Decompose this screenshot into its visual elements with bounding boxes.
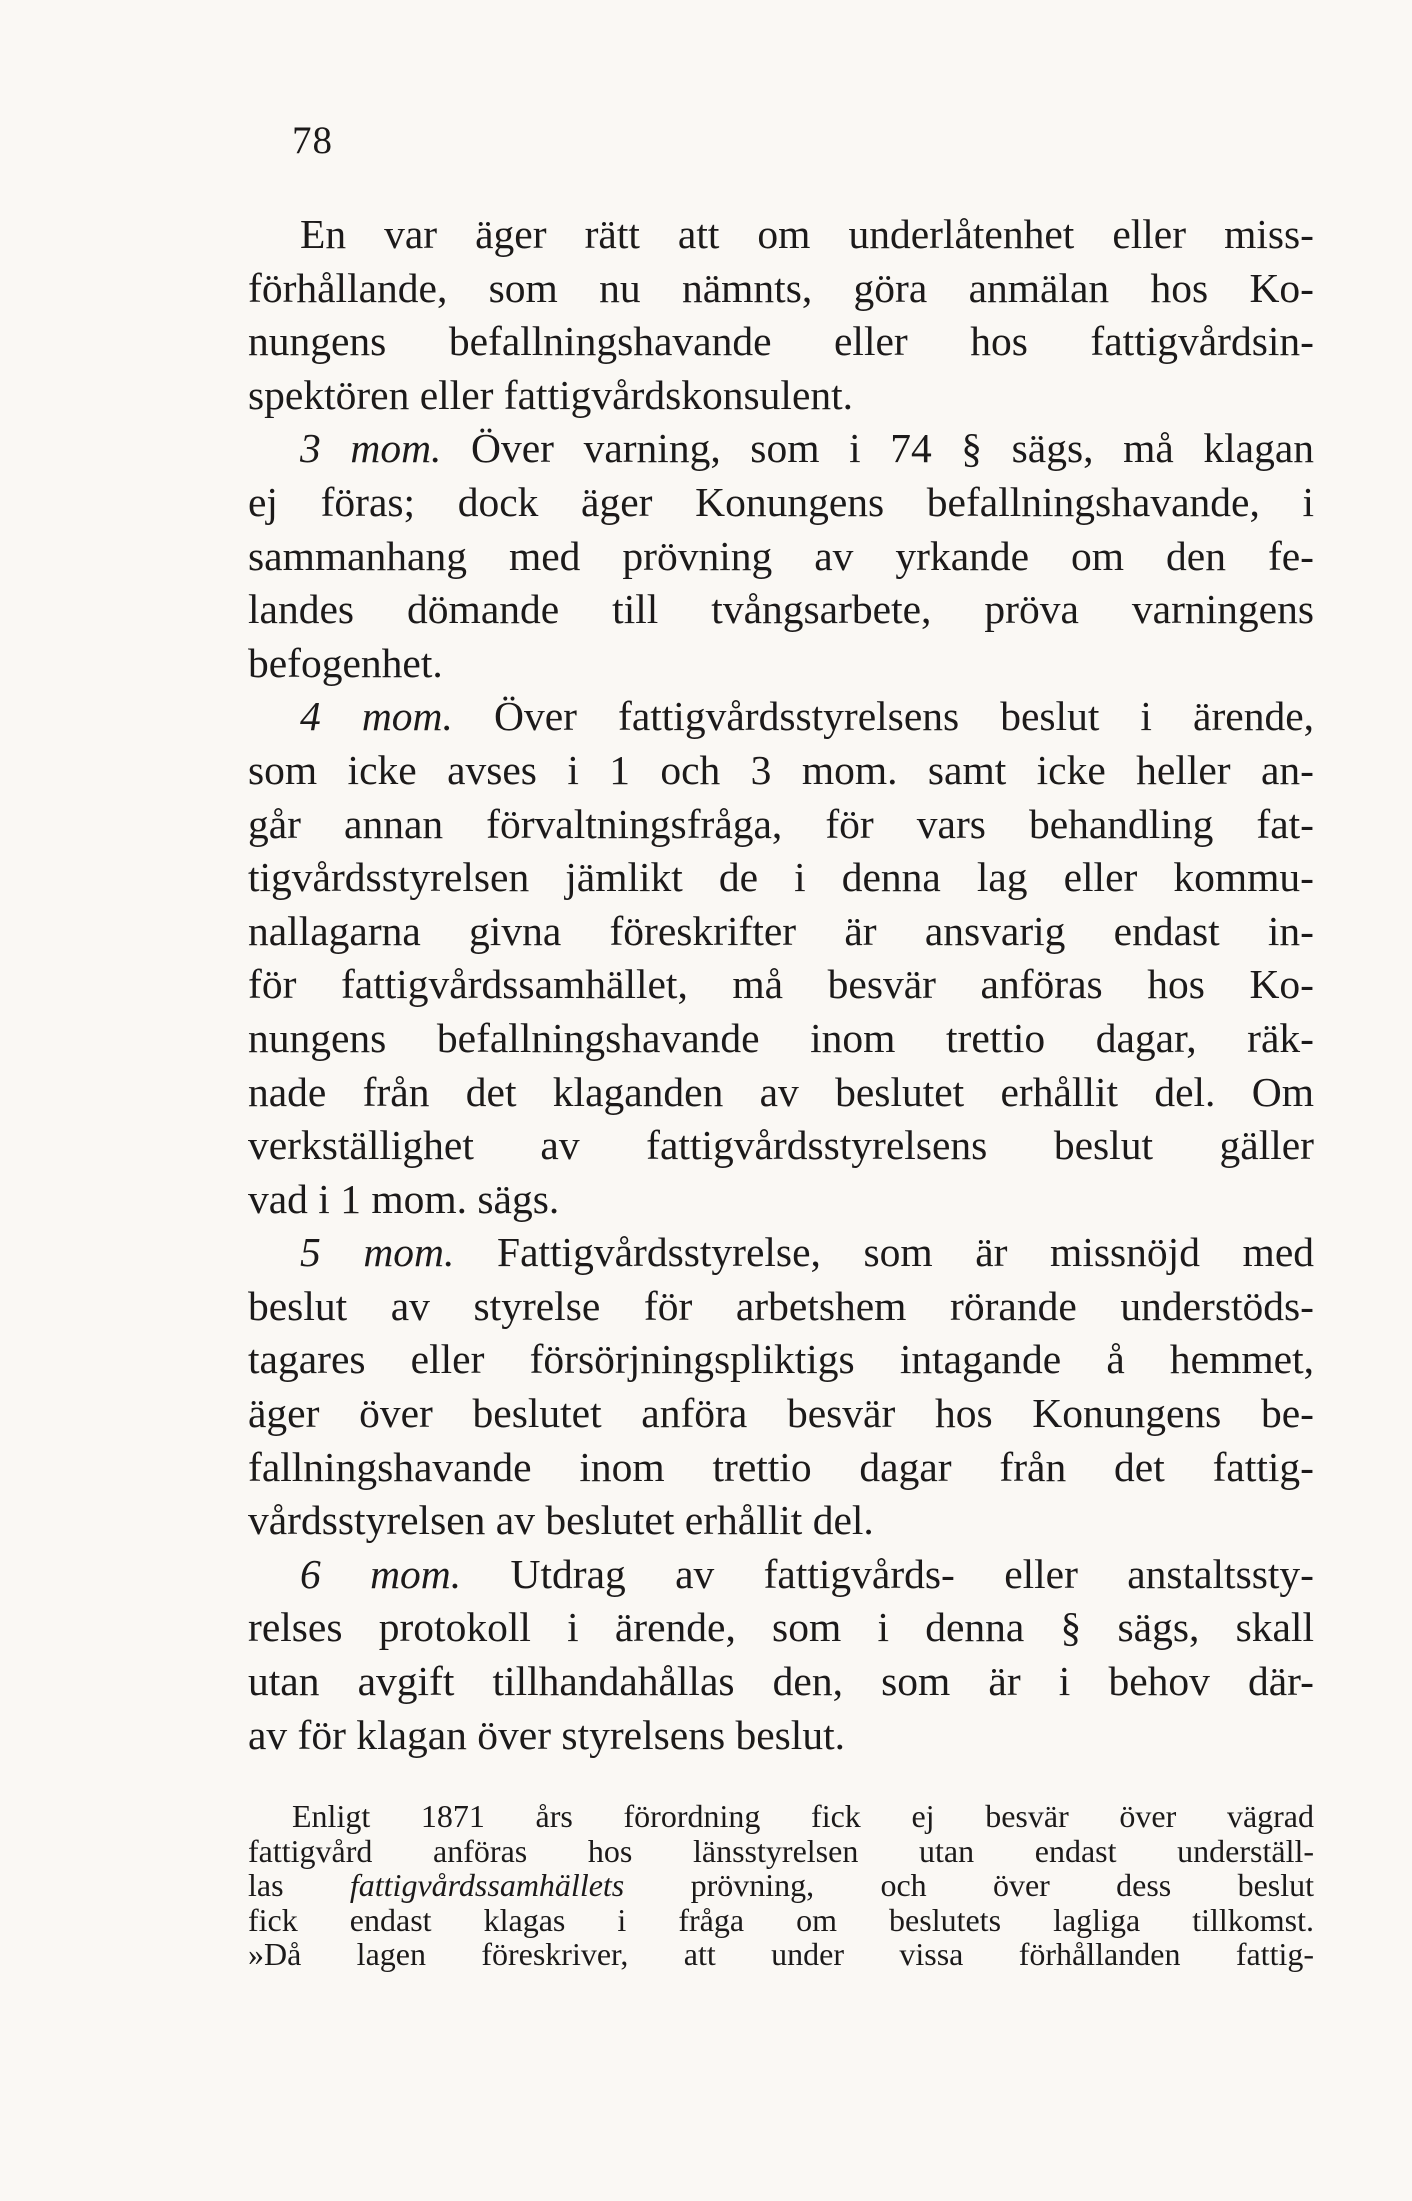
- footnote-line: Enligt 1871 års förordning fick ej besvär över vägrad: [292, 1798, 1314, 1834]
- main-text: [248, 208, 1314, 1762]
- text-line: verkställighet av fattigvårdsstyrelsens beslut gäller: [248, 1122, 1314, 1169]
- page-number: 78: [292, 119, 333, 162]
- text-line: nallagarna givna föreskrifter är ansvarig endast in-: [248, 907, 1314, 954]
- footnote: [248, 1799, 1314, 1972]
- text-line: tagares eller försörjningspliktigs intagande å hemmet,: [248, 1336, 1314, 1383]
- text-line: tigvårdsstyrelsen jämlikt de i denna lag eller kommu-: [248, 854, 1314, 901]
- text-line: fallningshavande inom trettio dagar från det fattig-: [248, 1443, 1314, 1490]
- text-line: nungens befallningshavande eller hos fattigvårdsin-: [248, 318, 1314, 365]
- mom-3-label: 3 mom.: [300, 425, 442, 472]
- text-line: En var äger rätt att om underlåtenhet eller miss-: [300, 211, 1314, 257]
- mom-5-label: 5 mom.: [300, 1229, 455, 1276]
- text-line: av för klagan över styrelsens beslut.: [248, 1711, 845, 1758]
- text-line: utan avgift tillhandahållas den, som är i behov där-: [248, 1658, 1314, 1705]
- mom-5-first-text: Fattigvårdsstyrelse, som är missnöjd med: [497, 1229, 1314, 1276]
- text-line: äger över beslutet anföra besvär hos Konungens be-: [248, 1390, 1314, 1437]
- mom-3-first-text: Över varning, som i 74 § sägs, må klagan: [471, 425, 1314, 472]
- mom-6-first-line: [248, 1548, 1314, 1602]
- text-line: som icke avses i 1 och 3 mom. samt icke heller an-: [248, 746, 1314, 793]
- footnote-line: [248, 1868, 1314, 1903]
- mom-4-first-text: Över fattigvårdsstyrelsens beslut i ärende,: [493, 693, 1314, 740]
- text-line: för fattigvårdssamhället, må besvär anföras hos Ko-: [248, 961, 1314, 1008]
- footnote-text: las: [248, 1867, 350, 1903]
- mom-5-first-line: [248, 1226, 1314, 1280]
- text-line: vårdsstyrelsen av beslutet erhållit del.: [248, 1497, 874, 1544]
- mom-4-first-line: [248, 690, 1314, 744]
- text-line: nade från det klaganden av beslutet erhållit del. Om: [248, 1068, 1314, 1115]
- text-line: spektören eller fattigvårdskonsulent.: [248, 371, 854, 418]
- mom-6-first-text: Utdrag av fattigvårds- eller anstaltssty-: [510, 1550, 1314, 1597]
- mom-6-label: 6 mom.: [300, 1550, 462, 1597]
- footnote-line: fattigvård anföras hos länsstyrelsen utan endast underställ-: [248, 1832, 1314, 1869]
- footnote-line: »Då lagen föreskriver, att under vissa förhållanden fattig-: [248, 1936, 1314, 1972]
- text-line: förhållande, som nu nämnts, göra anmälan hos Ko-: [248, 264, 1314, 311]
- footnote-emphasis: fattigvårdssamhällets: [349, 1867, 625, 1903]
- text-line: befogenhet.: [248, 639, 443, 686]
- footnote-text: prövning, och över dess beslut: [624, 1867, 1315, 1903]
- text-line: beslut av styrelse för arbetshem rörande understöds-: [248, 1282, 1314, 1329]
- text-line: går annan förvaltningsfråga, för vars behandling fat-: [248, 800, 1314, 847]
- mom-4-label: 4 mom.: [300, 693, 453, 740]
- text-line: landes dömande till tvångsarbete, pröva varningens: [248, 586, 1314, 633]
- text-line: relses protokoll i ärende, som i denna § sägs, skall: [248, 1604, 1314, 1651]
- text-line: ej föras; dock äger Konungens befallningshavande, i: [248, 478, 1314, 525]
- text-line: nungens befallningshavande inom trettio dagar, räk-: [248, 1014, 1314, 1061]
- footnote-line: fick endast klagas i fråga om beslutets lagliga tillkomst.: [248, 1901, 1314, 1938]
- text-line: vad i 1 mom. sägs.: [248, 1175, 560, 1222]
- mom-3-first-line: [248, 422, 1314, 476]
- text-line: sammanhang med prövning av yrkande om den fe-: [248, 532, 1314, 579]
